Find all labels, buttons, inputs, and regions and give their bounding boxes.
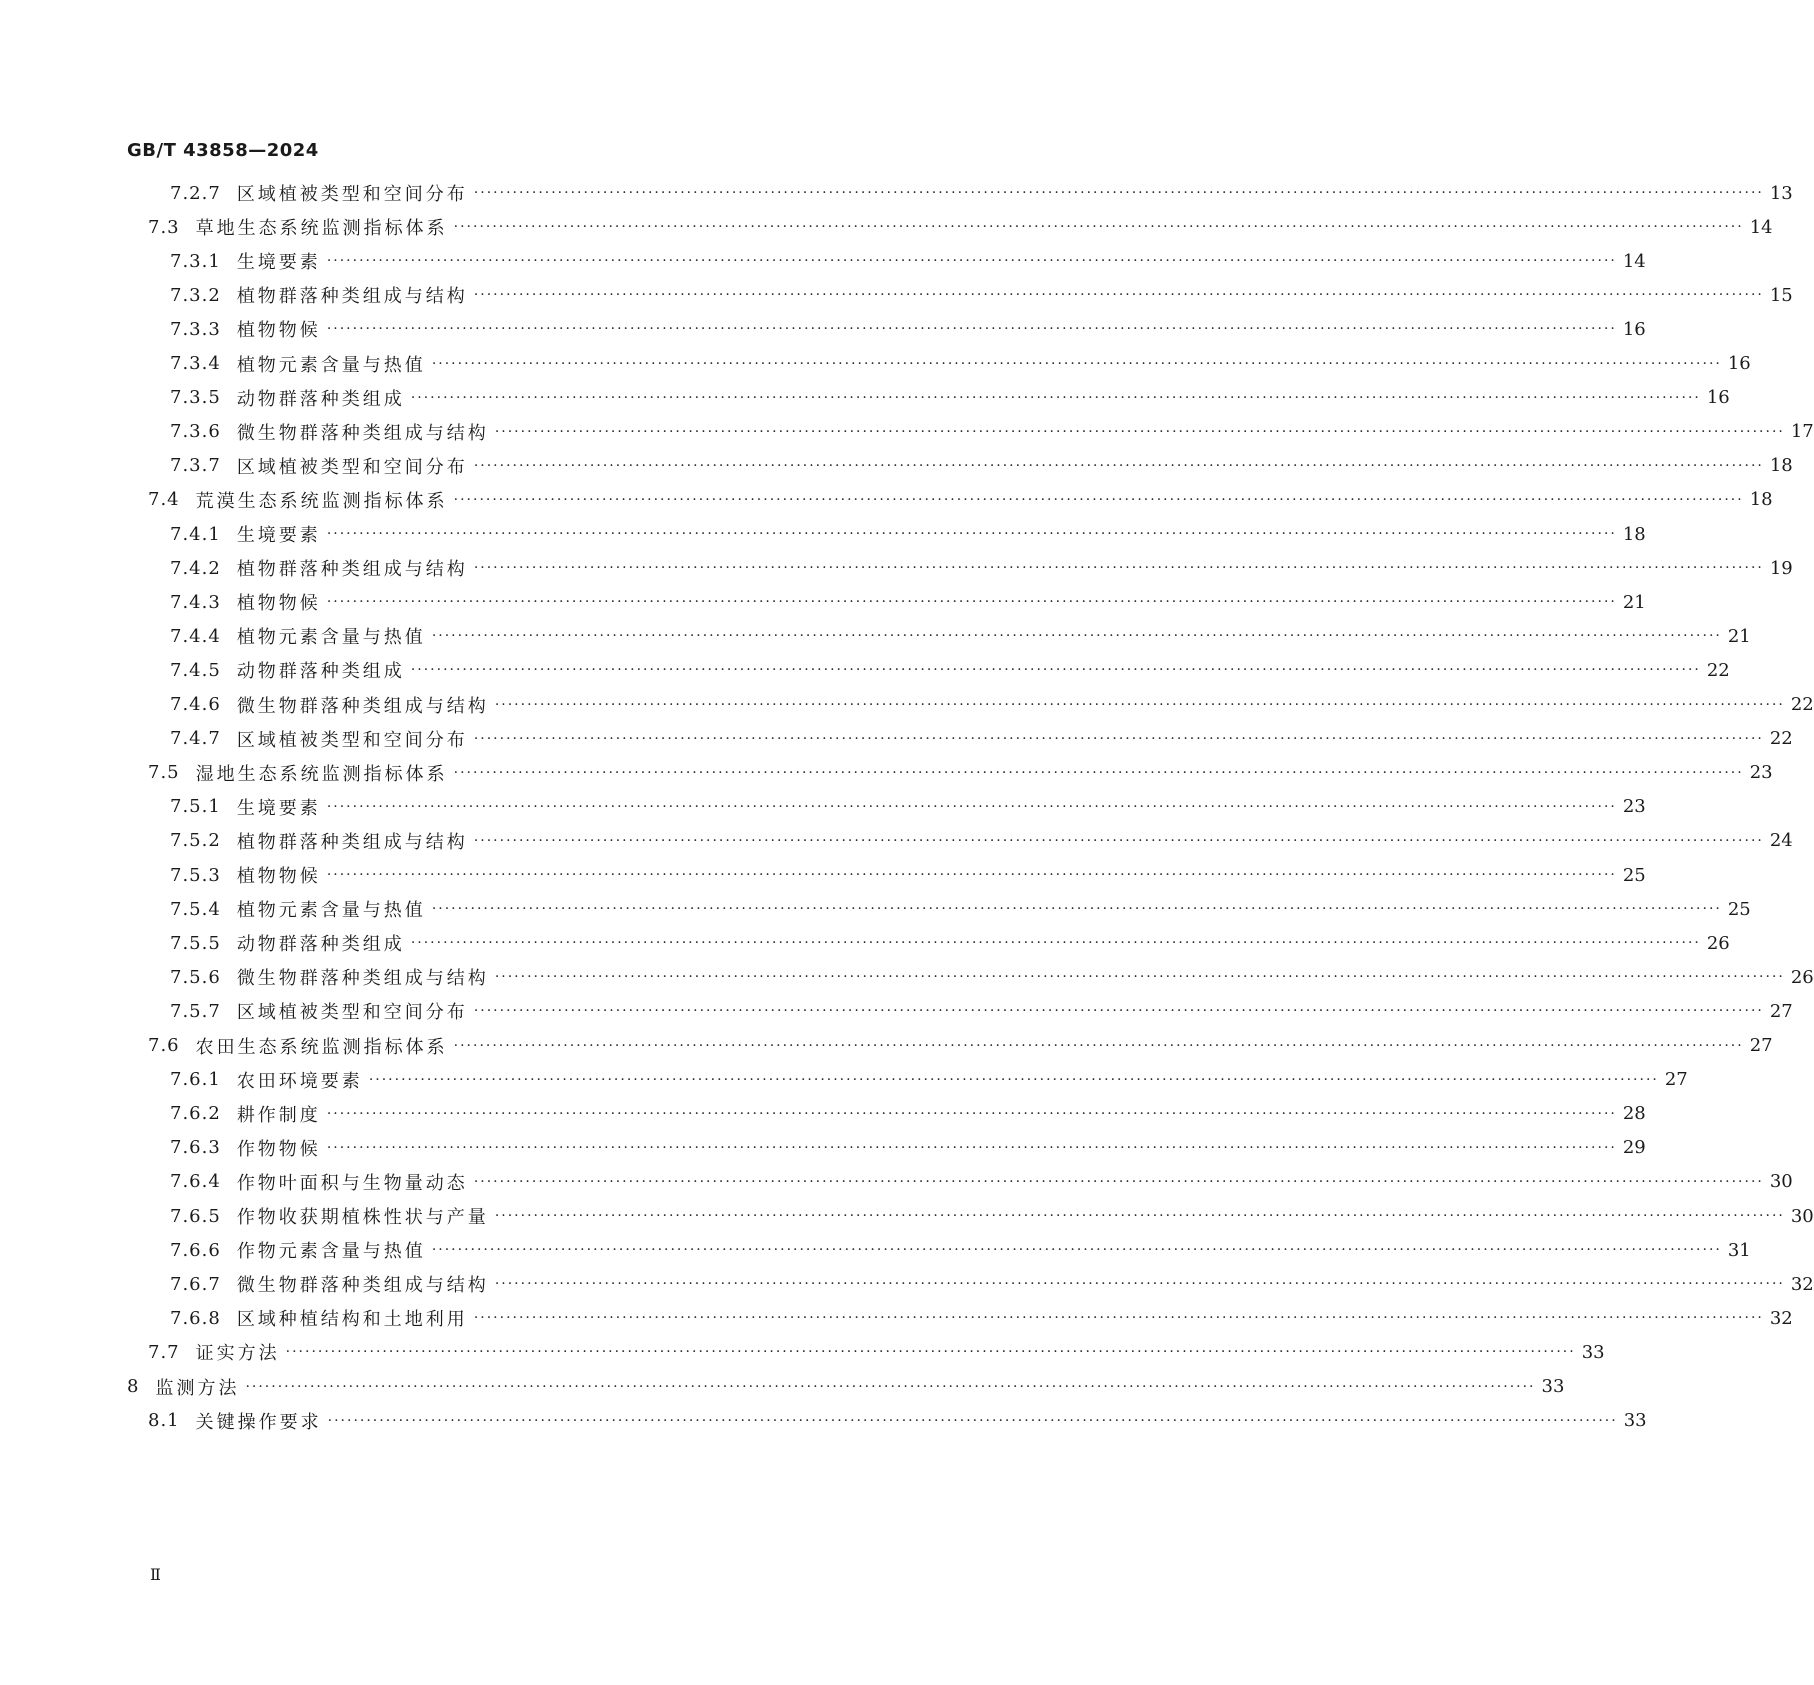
toc-entry-page: 16 [1706,387,1730,409]
toc-entry[interactable] [127,1372,1565,1402]
toc-entry[interactable] [170,1167,1793,1197]
toc-entry[interactable] [170,451,1793,481]
toc-entry-number: 7.5.5 [170,932,221,954]
toc-entry-page: 33 [1581,1341,1605,1363]
toc-entry-number: 7.3.1 [170,250,221,272]
toc-entry[interactable] [170,1133,1646,1163]
toc-entry-number: 7.4.7 [170,728,221,750]
page-number: Ⅱ [150,1565,161,1584]
toc-entry[interactable] [170,1065,1688,1095]
toc-entry-page: 26 [1790,966,1814,988]
toc-entry-number: 7.6.3 [170,1137,221,1159]
toc-entry-page: 18 [1769,455,1793,477]
toc-entry-title: 植物元素含量与热值 [236,627,426,649]
toc-entry[interactable] [170,280,1793,310]
toc-entry-page: 25 [1727,898,1751,920]
toc-entry-title: 湿地生态系统监测指标体系 [195,763,448,785]
toc-entry-title: 植物元素含量与热值 [236,354,426,376]
toc-entry-title: 区域种植结构和土地利用 [236,1309,468,1331]
toc-leader-dots: ········································································································································································································ [326,526,1617,542]
toc-entry-title: 植物群落种类组成与结构 [236,286,468,308]
toc-entry-number: 7.5.4 [170,898,221,920]
toc-entry-page: 22 [1790,694,1814,715]
toc-entry-title: 微生物群落种类组成与结构 [236,968,489,990]
toc-entry-number: 7.2.7 [170,182,221,204]
toc-entry[interactable] [148,485,1773,515]
toc-leader-dots: ········································································································································································································ [326,1105,1617,1122]
toc-entry-title: 微生物群落种类组成与结构 [236,1275,489,1297]
toc-entry[interactable] [148,212,1773,242]
toc-entry-number: 7.5.1 [170,796,221,818]
toc-leader-dots: ········································································································································································································ [410,389,1701,406]
toc-leader-dots: ········································································································································································································ [473,185,1764,201]
toc-entry-number: 7.5.2 [170,830,221,852]
toc-entry-page: 31 [1727,1239,1751,1261]
toc-leader-dots: ········································································································································································································ [453,764,1744,781]
toc-entry-page: 17 [1790,421,1814,443]
toc-entry-page: 32 [1769,1307,1793,1329]
toc-entry-title: 动物群落种类组成 [236,934,405,956]
toc-entry[interactable] [170,962,1814,992]
toc-entry-number: 7.5.3 [170,864,221,886]
toc-entry-page: 13 [1769,182,1793,204]
toc-leader-dots: ········································································································································································································ [410,662,1701,679]
toc-entry-title: 植物群落种类组成与结构 [236,831,468,853]
toc-entry-number: 7.6.1 [170,1069,221,1091]
toc-entry[interactable] [170,1269,1814,1299]
toc-entry[interactable] [170,1235,1751,1265]
toc-leader-dots: ········································································································································································································ [494,1276,1785,1293]
toc-entry[interactable] [170,724,1793,754]
toc-leader-dots: ········································································································································································································ [326,867,1617,883]
toc-leader-dots: ········································································································································································································ [431,628,1722,645]
toc-leader-dots: ········································································································································································································ [453,219,1744,236]
toc-entry[interactable] [148,1031,1773,1061]
toc-entry-title: 植物物候 [236,593,321,615]
toc-entry[interactable] [170,655,1730,685]
toc-leader-dots: ········································································································································································································ [326,798,1617,815]
toc-entry-page: 28 [1622,1103,1646,1125]
toc-entry-number: 7.4.5 [170,659,221,681]
toc-entry-title: 区域植被类型和空间分布 [236,1002,468,1024]
toc-entry-title: 微生物群落种类组成与结构 [236,422,489,444]
toc-entry-number: 7.6.2 [170,1103,221,1125]
toc-leader-dots: ········································································································································································································ [410,935,1701,952]
toc-entry[interactable] [170,383,1730,413]
toc-leader-dots: ········································································································································································································ [245,1378,1536,1395]
toc-entry[interactable] [148,758,1773,788]
toc-entry-page: 27 [1769,1000,1793,1022]
toc-entry-number: 7.4 [148,489,180,511]
toc-entry-page: 21 [1727,625,1751,647]
toc-entry-page: 16 [1727,353,1751,374]
toc-entry-title: 动物群落种类组成 [236,388,405,410]
toc-leader-dots: ········································································································································································································ [326,594,1617,611]
toc-entry-page: 33 [1541,1376,1565,1397]
toc-leader-dots: ········································································································································································································ [473,560,1764,577]
toc-entry-page: 18 [1749,489,1773,511]
toc-entry-title: 植物群落种类组成与结构 [236,559,468,581]
toc-leader-dots: ········································································································································································································ [494,1208,1785,1224]
toc-leader-dots: ········································································································································································································ [494,696,1785,713]
toc-entry-page: 23 [1622,796,1646,818]
toc-entry[interactable] [170,894,1751,924]
toc-entry-number: 7.3.2 [170,284,221,306]
toc-entry[interactable] [170,1099,1646,1129]
toc-entry[interactable] [170,587,1646,617]
toc-entry[interactable] [170,314,1646,344]
toc-entry-title: 耕作制度 [236,1104,321,1126]
toc-entry-title: 区域植被类型和空间分布 [236,456,468,478]
toc-entry-page: 30 [1790,1205,1814,1227]
toc-entry[interactable] [148,1406,1647,1436]
toc-entry[interactable] [170,860,1646,890]
toc-entry-title: 动物群落种类组成 [236,661,405,683]
toc-entry-page: 22 [1769,728,1793,750]
toc-leader-dots: ········································································································································································································ [327,1412,1618,1429]
toc-entry[interactable] [170,1201,1814,1231]
toc-entry-title: 草地生态系统监测指标体系 [195,218,448,240]
toc-entry-number: 7.6.8 [170,1307,221,1329]
toc-entry-number: 7.6.6 [170,1239,221,1261]
toc-entry-number: 7.4.1 [170,523,221,545]
toc-entry-title: 区域植被类型和空间分布 [236,184,468,205]
toc-entry-number: 7.3.4 [170,353,221,374]
toc-entry-page: 25 [1622,864,1646,886]
toc-leader-dots: ········································································································································································································ [431,355,1722,372]
toc-entry-page: 19 [1769,557,1793,579]
toc-entry-page: 33 [1623,1410,1647,1432]
toc-entry-number: 7.6.4 [170,1171,221,1193]
toc-leader-dots: ········································································································································································································ [326,253,1617,270]
toc-entry-page: 30 [1769,1171,1793,1193]
toc-entry-title: 作物物候 [236,1138,321,1160]
toc-entry-number: 7.5 [148,762,180,784]
toc-entry[interactable] [170,519,1646,549]
toc-entry[interactable] [170,928,1730,958]
toc-entry-title: 植物物候 [236,320,321,342]
toc-entry-number: 7.6 [148,1035,180,1056]
toc-entry-number: 8.1 [148,1410,180,1432]
toc-entry-page: 29 [1622,1137,1646,1159]
toc-entry-page: 22 [1706,659,1730,681]
toc-leader-dots: ········································································································································································································ [453,491,1744,508]
toc-entry-number: 7.3 [148,216,180,238]
toc-leader-dots: ········································································································································································································ [431,1242,1722,1259]
toc-entry-page: 15 [1769,284,1793,306]
toc-entry[interactable] [170,826,1793,856]
toc-leader-dots: ········································································································································································································ [431,901,1722,918]
toc-entry[interactable] [170,1303,1793,1333]
toc-entry-number: 7.4.6 [170,694,221,715]
toc-entry[interactable] [170,349,1751,379]
toc-leader-dots: ········································································································································································································ [494,423,1785,440]
toc-entry-title: 生境要素 [236,525,321,546]
toc-leader-dots: ········································································································································································································ [326,1139,1617,1156]
document-code: GB/T 43858—2024 [127,140,319,161]
toc-entry-title: 监测方法 [155,1377,240,1399]
toc-leader-dots: ········································································································································································································ [473,287,1764,304]
toc-entry-title: 生境要素 [236,797,321,819]
toc-leader-dots: ········································································································································································································ [473,1003,1764,1020]
toc-entry-title: 证实方法 [195,1343,280,1365]
toc-entry-title: 农田生态系统监测指标体系 [195,1036,448,1058]
toc-entry-number: 7.4.4 [170,625,221,647]
toc-entry-title: 作物元素含量与热值 [236,1241,426,1263]
toc-entry-number: 7.5.7 [170,1000,221,1022]
toc-entry-number: 7.7 [148,1341,180,1363]
toc-entry-title: 关键操作要求 [195,1411,322,1433]
toc-entry-page: 18 [1622,523,1646,545]
toc-entry-title: 荒漠生态系统监测指标体系 [195,490,448,512]
toc-entry-number: 7.3.3 [170,318,221,340]
toc-entry-number: 7.3.5 [170,387,221,409]
toc-entry-number: 7.6.5 [170,1205,221,1227]
toc-entry-title: 区域植被类型和空间分布 [236,729,468,751]
toc-entry-title: 植物元素含量与热值 [236,900,426,922]
toc-entry-number: 8 [127,1376,140,1397]
toc-leader-dots: ········································································································································································································ [494,969,1785,986]
toc-entry-title: 植物物候 [236,866,321,887]
toc-leader-dots: ········································································································································································································ [326,321,1617,338]
toc-entry-title: 作物叶面积与生物量动态 [236,1172,468,1194]
toc-leader-dots: ········································································································································································································ [453,1037,1744,1054]
toc-leader-dots: ········································································································································································································ [285,1344,1576,1361]
toc-entry-page: 24 [1769,830,1793,852]
toc-entry-page: 27 [1749,1035,1773,1056]
toc-entry-page: 23 [1749,762,1773,784]
toc-entry-title: 微生物群落种类组成与结构 [236,695,489,717]
toc-entry[interactable] [170,690,1814,720]
toc-entry[interactable] [170,417,1814,447]
toc-entry-number: 7.6.7 [170,1273,221,1295]
toc-entry-number: 7.4.3 [170,591,221,613]
toc-entry[interactable] [170,178,1793,208]
toc-entry-number: 7.3.6 [170,421,221,443]
toc-entry-number: 7.3.7 [170,455,221,477]
toc-entry[interactable] [170,621,1751,651]
toc-leader-dots: ········································································································································································································ [473,457,1764,474]
toc-leader-dots: ········································································································································································································ [473,1173,1764,1190]
toc-entry-page: 32 [1790,1273,1814,1295]
toc-entry-page: 14 [1749,216,1773,238]
toc-entry[interactable] [170,553,1793,583]
toc-entry-title: 生境要素 [236,252,321,274]
toc-entry-page: 21 [1622,591,1646,613]
toc-entry[interactable] [148,1337,1605,1367]
toc-leader-dots: ········································································································································································································ [473,832,1764,849]
toc-entry[interactable] [170,792,1646,822]
toc-entry-number: 7.5.6 [170,966,221,988]
toc-entry-page: 27 [1664,1069,1688,1091]
toc-entry-page: 14 [1622,250,1646,272]
toc-entry-page: 16 [1622,318,1646,340]
toc-entry-page: 26 [1706,932,1730,954]
toc-entry[interactable] [170,246,1646,276]
toc-entry-number: 7.4.2 [170,557,221,579]
toc-entry-title: 农田环境要素 [236,1070,363,1092]
toc-leader-dots: ········································································································································································································ [473,1310,1764,1327]
toc-entry[interactable] [170,996,1793,1026]
toc-entry-title: 作物收获期植株性状与产量 [236,1207,489,1228]
toc-leader-dots: ········································································································································································································ [368,1071,1659,1088]
toc-leader-dots: ········································································································································································································ [473,730,1764,747]
